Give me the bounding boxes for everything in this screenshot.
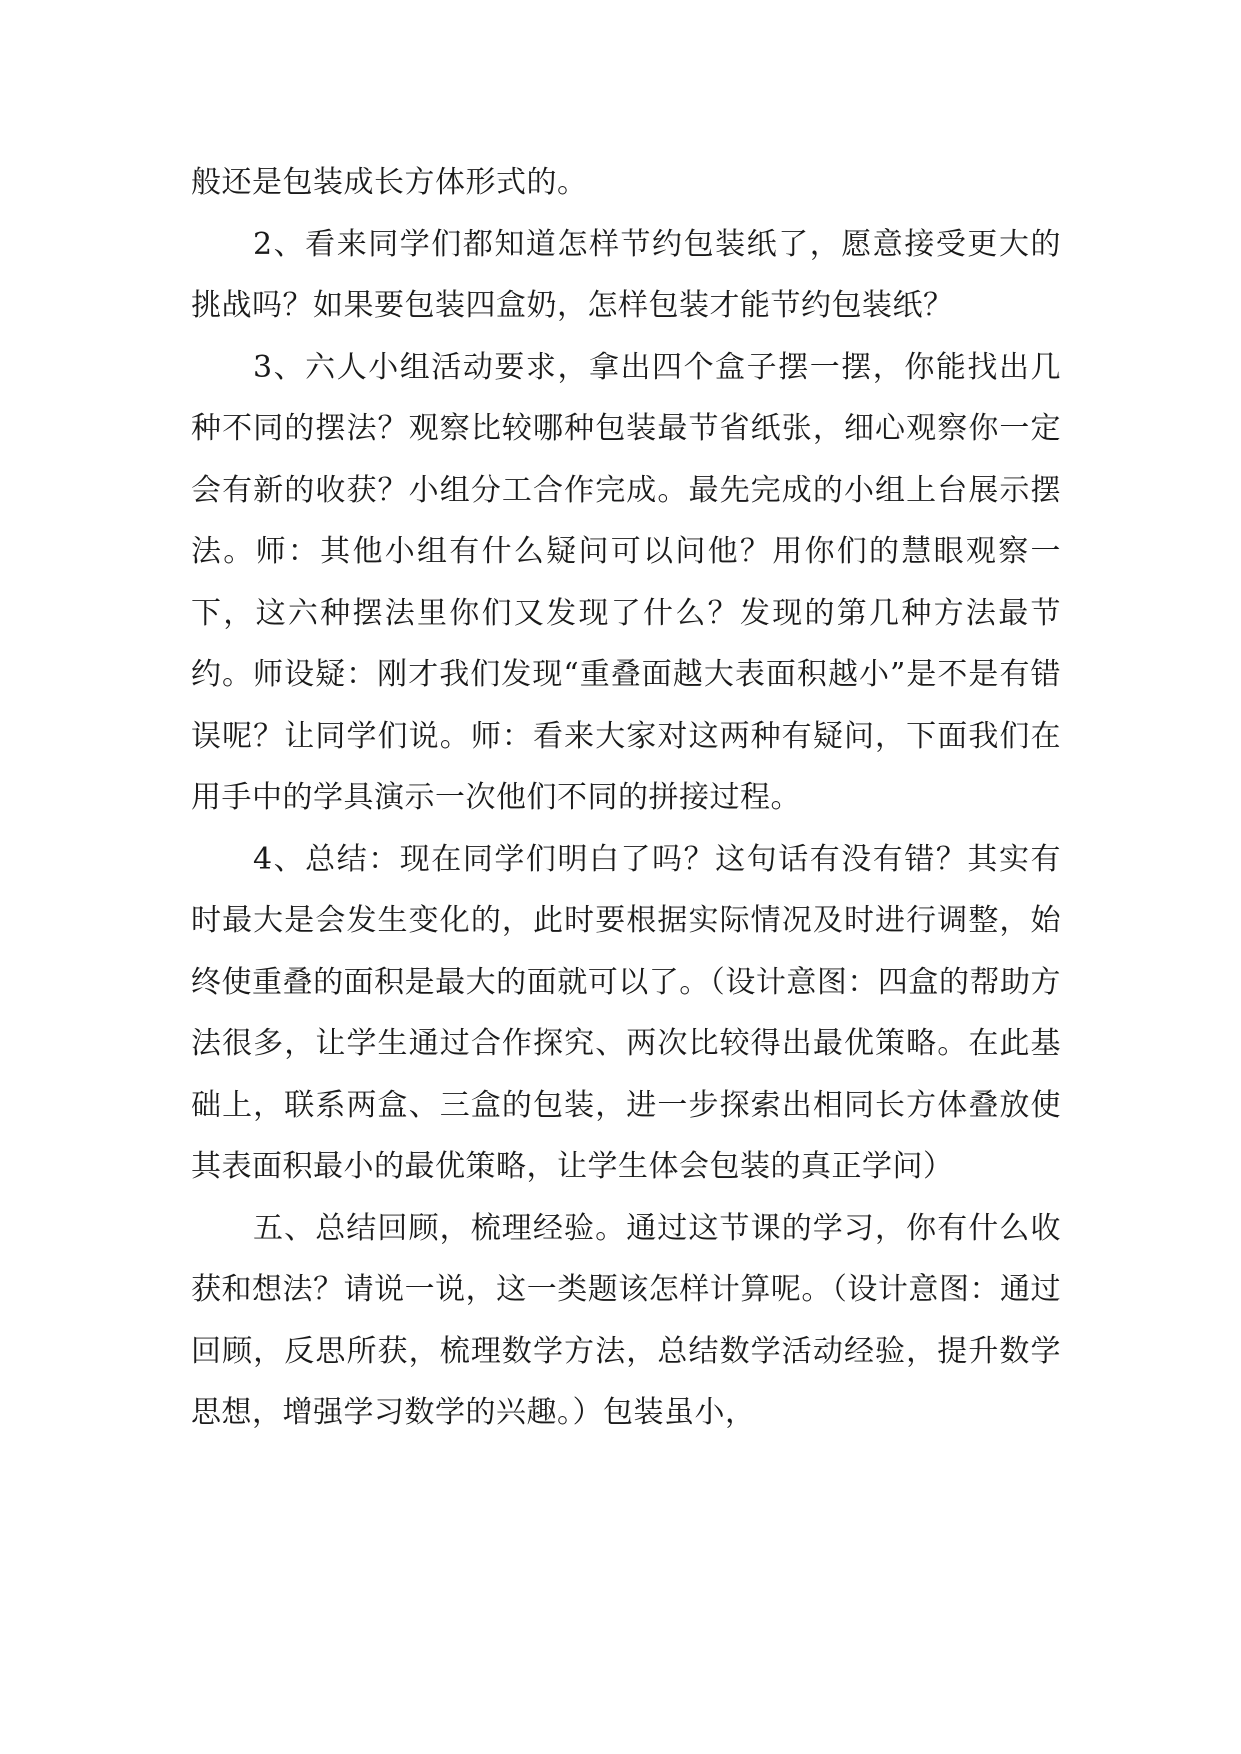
paragraph-section-5: 五、总结回顾，梳理经验。通过这节课的学习，你有什么收获和想法？请说一说，这一类题该怎样计算呢。（设计意图：通过回顾，反思所获，梳理数学方法，总结数学活动经验，提升数学思想，增强学习数学的兴趣。）包装虽小， xyxy=(191,1210,1061,1430)
paragraph-item-2: 2、看来同学们都知道怎样节约包装纸了，愿意接受更大的挑战吗？如果要包装四盒奶，怎样包装才能节约包装纸？ xyxy=(191,226,1061,323)
paragraph-item-3: 3、六人小组活动要求，拿出四个盒子摆一摆，你能找出几种不同的摆法？观察比较哪种包装最节省纸张，细心观察你一定会有新的收获？小组分工合作完成。最先完成的小组上台展示摆法。师：其他小组有什么疑问可以问他？用你们的慧眼观察一下，这六种摆法里你们又发现了什么？发现的第几种方法最节约。师设疑：刚才我们发现“重叠面越大表面积越小”是不是有错误呢？让同学们说。师：看来大家对这两种有疑问，下面我们在用手中的学具演示一次他们不同的拼接过程。 xyxy=(191,349,1061,815)
paragraph-continuation: 般还是包装成长方体形式的。 xyxy=(191,165,588,200)
paragraph-item-4: 4、总结：现在同学们明白了吗？这句话有没有错？其实有时最大是会发生变化的，此时要根据实际情况及时进行调整，始终使重叠的面积是最大的面就可以了。（设计意图：四盒的帮助方法很多，让学生通过合作探究、两次比较得出最优策略。在此基础上，联系两盒、三盒的包装，进一步探索出相同长方体叠放使其表面积最小的最优策略，让学生体会包装的真正学问） xyxy=(191,841,1061,1184)
body-text xyxy=(191,152,1061,1444)
